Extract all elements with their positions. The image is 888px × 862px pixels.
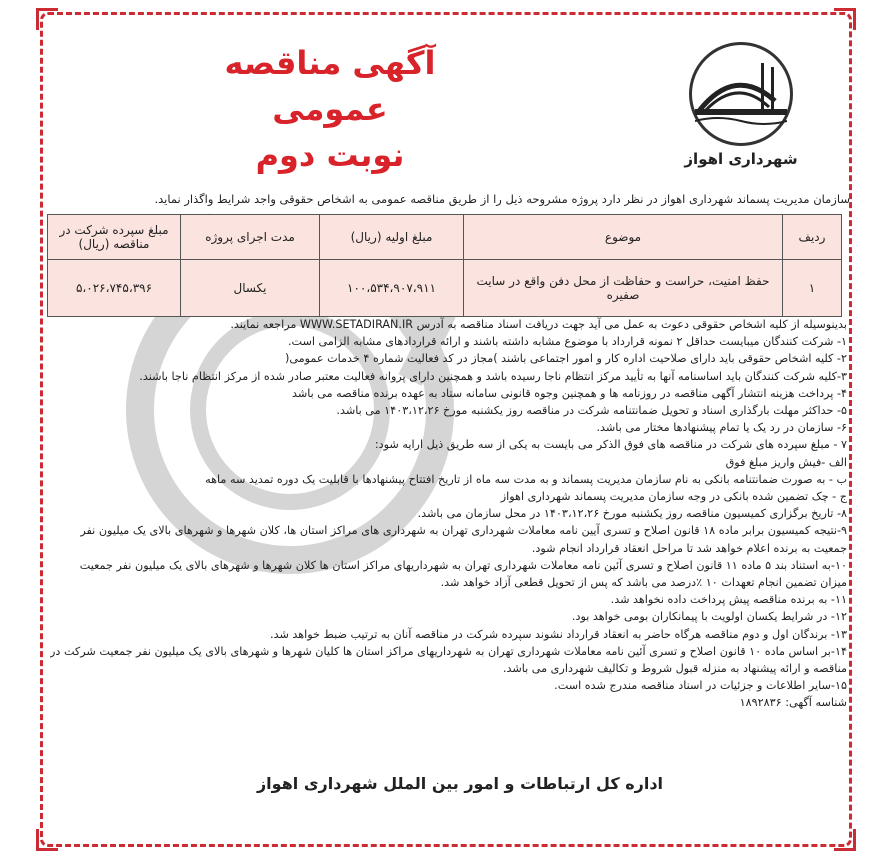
tender-table xyxy=(47,214,842,317)
condition-item: ۱۳- برندگان اول و دوم مناقصه هرگاه حاضر به انعقاد قرارداد نشوند سپرده شرکت در مناقصه آنان به ترتیب ضبط خواهد شد. xyxy=(270,627,847,641)
condition-item: ۳-کلیه شرکت کنندگان باید اساسنامه آنها به تأیید مرکز انتظام ناجا رسیده باشد و همچنین دارای پروانه فعالیت معتبر صادر شده از مرکز انتظام ناجا باشند. xyxy=(139,369,847,383)
intro-text: سازمان مدیریت پسماند شهرداری اهواز در نظر دارد پروژه مشروحه ذیل را از طریق مناقصه عمومی به اشخاص حقوقی واجد شرایط واگذار نماید. xyxy=(154,192,850,206)
conditions-list xyxy=(50,316,847,712)
col-header-duration: مدت اجرای پروژه xyxy=(181,215,320,260)
municipality-logo xyxy=(672,42,810,168)
condition-item: ۷ - مبلغ سپرده های شرکت در مناقصه های فوق الذکر می بایست به یکی از سه طریق ذیل ارایه شود: xyxy=(374,438,847,452)
border-corner xyxy=(834,829,856,851)
condition-item: ۶- سازمان در رد یک یا تمام پیشنهادها مختار می باشد. xyxy=(596,421,847,435)
condition-item: ۱۱- به برنده مناقصه پیش پرداخت داده نخواهد شد. xyxy=(610,593,847,607)
col-header-subject: موضوع xyxy=(464,215,783,260)
cell-deposit: ۵،۰۲۶،۷۴۵،۳۹۶ xyxy=(48,260,181,317)
condition-item: ۸- تاریخ برگزاری کمیسیون مناقصه روز یکشنبه مورخ ۱۴۰۳،۱۲،۲۶ در محل سازمان می باشد. xyxy=(417,507,847,521)
cell-duration: یکسال xyxy=(181,260,320,317)
col-header-row-no: ردیف xyxy=(783,215,842,260)
condition-item: ۴- پرداخت هزینه انتشار آگهی مناقصه در روزنامه ها و همچنین وجوه قانونی سامانه ستاد به عهده برنده مناقصه می باشد xyxy=(291,386,847,400)
title-line-2: نوبت دوم xyxy=(255,136,405,174)
condition-item: ۹-نتیجه کمیسیون برابر ماده ۱۸ قانون اصلاح و تسری آیین نامه معاملات شهرداری تهران به شهرداری های مراکز استان ها، کلان شهرها و شهرهای بالای یک میلیون نفر جمعیت به برنده اعلام خواهد شد تا مراحل انعقاد قرارداد انجام شود. xyxy=(80,524,847,555)
condition-item: ۵- حداکثر مهلت بارگذاری اسناد و تحویل ضمانتنامه شرکت در مناقصه روز یکشنبه مورخ ۱۴۰۳،۱۲،۲۶ می باشد. xyxy=(336,404,847,418)
table-row xyxy=(48,260,842,317)
footer-signature: اداره کل ارتباطات و امور بین الملل شهرداری اهواز xyxy=(256,774,664,793)
condition-item: الف -فیش واریز مبلغ فوق xyxy=(725,455,847,469)
col-header-initial-amount: مبلغ اولیه (ریال) xyxy=(320,215,464,260)
border-corner xyxy=(36,829,58,851)
cell-row-no: ۱ xyxy=(783,260,842,317)
table-header-row xyxy=(48,215,842,260)
col-header-deposit: مبلغ سپرده شرکت در مناقصه (ریال) xyxy=(48,215,181,260)
condition-item: ۲- کلیه اشخاص حقوقی باید دارای صلاحیت اداره کار و امور اجتماعی باشند )مجاز در کد فعالیت شماره ۴ خدمات عمومی( xyxy=(284,352,847,366)
condition-item: ۱۵-سایر اطلاعات و جزئیات در اسناد مناقصه مندرج شده است. xyxy=(554,679,847,693)
condition-item: بدینوسیله از کلیه اشخاص حقوقی دعوت به عمل می آید جهت دریافت اسناد مناقصه به آدرس WWW.SETADIRAN.IR مراجعه نمایند. xyxy=(230,318,847,331)
condition-item: ۱۰-به استناد بند ۵ ماده ۱۱ قانون اصلاح و تسری آئین نامه معاملات شهرداری تهران به شهرداریهای مراکز استان ها کلان شهرها و شهرهای بالای یک میلیون نفر جمعیت میزان تضمین انجام تعهدات ۱۰ ٪درصد می باشد که پس از تحویل قطعی آزاد خواهد شد. xyxy=(79,558,847,590)
condition-item: ج - چک تضمین شده بانکی در وجه سازمان مدیریت پسماند شهرداری اهواز xyxy=(500,490,847,504)
cell-subject: حفظ امنیت، حراست و حفاظت از محل دفن واقع در سایت صفیره xyxy=(464,260,783,317)
logo-caption: شهرداری اهواز xyxy=(684,150,798,168)
title-line-1: آگهی مناقصه عمومی xyxy=(224,44,436,128)
condition-item: ۱- شرکت کنندگان میبایست حداقل ۲ نمونه قرارداد با موضوع مشابه داشته باشند و ارائه قراردادهای مشابه الزامی است. xyxy=(287,335,847,349)
page-title xyxy=(180,40,480,178)
condition-item: ۱۲- در شرایط یکسان اولویت با پیمانکاران بومی خواهد بود. xyxy=(571,610,847,624)
condition-item: ۱۴-بر اساس ماده ۱۰ قانون اصلاح و تسری آئین نامه معاملات شهرداری تهران به شهرداریهای مراکز استان ها کلیان شهرها و شهرهای بالای یک میلیون نفر جمعیت شرکت در مناقصه و ارائه پیشنهاد به منزله قبول شروط و تکالیف شهرداری می باشد. xyxy=(50,644,847,676)
cell-initial-amount: ۱۰۰،۵۳۴،۹۰۷،۹۱۱ xyxy=(320,260,464,317)
bridge-icon xyxy=(689,42,793,146)
border-corner xyxy=(36,8,58,30)
condition-item: ب - به صورت ضمانتنامه بانکی به نام سازمان مدیریت پسماند و به مدت سه ماه از تاریخ افتتاح پیشنهادها با قابلیت یک دوره تمدید سه ماهه xyxy=(205,472,847,486)
border-corner xyxy=(834,8,856,30)
ad-id: شناسه آگهی: ۱۸۹۲۸۳۶ xyxy=(739,696,847,710)
